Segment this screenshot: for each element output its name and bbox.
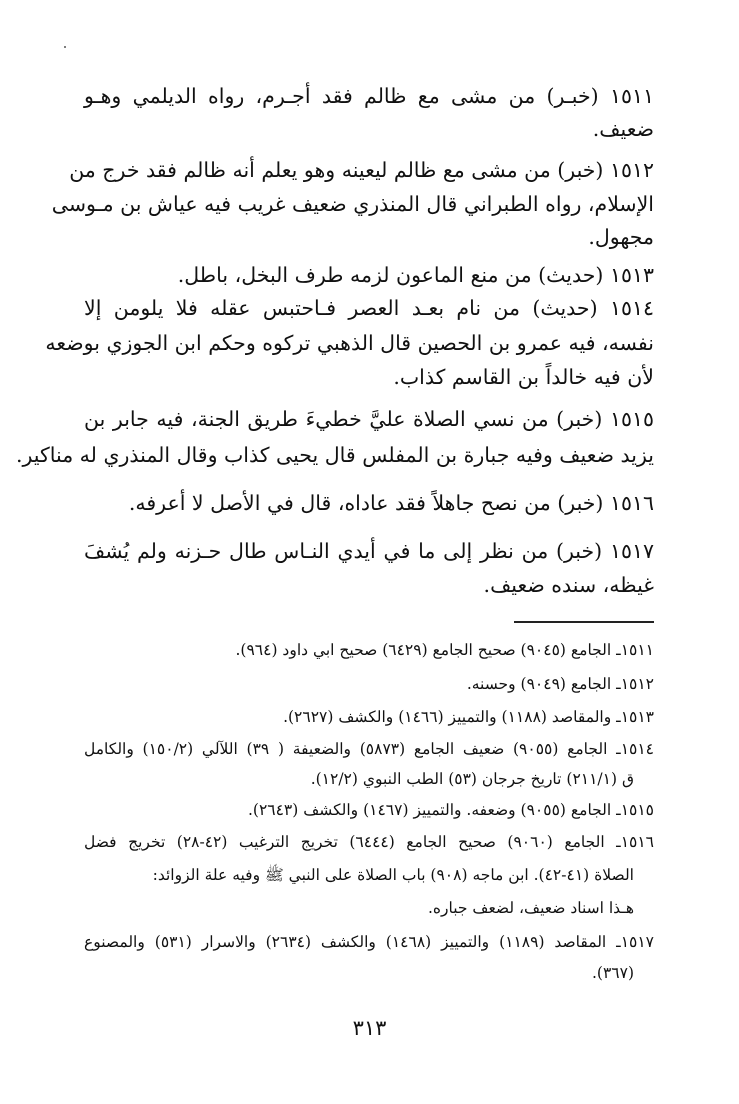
entry-1511-line-1: ١٥١١ (خبـر) من مشى مع ظالم فقد أجـرم، رواه الديلمي وهـو	[84, 84, 654, 108]
entry-1511-line-2: ضعيف.	[592, 117, 654, 141]
entry-1515-line-1: ١٥١٥ (خبر) من نسي الصلاة عليَّ خطيءَ طريق الجنة، فيه جابر بن	[84, 407, 654, 431]
footnote-1517-line-1: ١٥١٧ـ المقاصد (١١٨٩) والتمييز (١٤٦٨) والكشف (٢٦٣٤) والاسرار (٥٣١) والمصنوع	[84, 933, 654, 951]
entry-1516-line-1: ١٥١٦ (خبر) من نصح جاهلاً فقد عاداه، قال في الأصل لا أعرفه.	[128, 491, 654, 515]
entry-1514-line-3: لأن فيه خالداً بن القاسم كذاب.	[393, 365, 654, 389]
page-number: ٣١٣	[352, 1016, 387, 1040]
footnote-1517-line-2: (٣٦٧).	[591, 964, 634, 982]
entry-1517-line-1: ١٥١٧ (خبر) من نظر إلى ما في أيدي النـاس طال حـزنه ولم يُشفَ	[84, 539, 654, 563]
footnote-1511: ١٥١١ـ الجامع (٩٠٤٥) صحيح الجامع (٦٤٢٩) صحيح ابي داود (٩٦٤).	[235, 641, 654, 659]
entry-1513-line-1: ١٥١٣ (حديث) من منع الماعون لزمه طرف البخل، باطل.	[177, 263, 654, 287]
footnote-1516-line-2: الصلاة (٤١-٤٢). ابن ماجه (٩٠٨) باب الصلاة على النبي ﷺ وفيه علة الزوائد:	[152, 866, 634, 884]
page-speck	[64, 46, 66, 48]
entry-1514-line-2: نفسه، فيه عمرو بن الحصين قال الذهبي تركوه وحكم ابن الجوزي بوضعه	[45, 331, 654, 355]
entry-1512-line-2: الإسلام، رواه الطبراني قال المنذري ضعيف غريب فيه عياش بن مـوسى	[51, 192, 654, 216]
footnote-divider	[514, 621, 654, 623]
footnote-1513: ١٥١٣ـ والمقاصد (١١٨٨) والتمييز (١٤٦٦) والكشف (٢٦٢٧).	[283, 708, 654, 726]
footnote-1512: ١٥١٢ـ الجامع (٩٠٤٩) وحسنه.	[466, 675, 654, 693]
entry-1512-line-1: ١٥١٢ (خبر) من مشى مع ظالم ليعينه وهو يعلم أنه ظالم فقد خرج من	[69, 158, 654, 182]
footnote-1514-line-1: ١٥١٤ـ الجامع (٩٠٥٥) ضعيف الجامع (٥٨٧٣) والضعيفة ( ٣٩) اللآلي (١٥٠/٢) والكامل	[84, 740, 655, 758]
footnote-1516-line-3: هـذا اسناد ضعيف، لضعف جباره.	[427, 899, 634, 917]
entry-1515-line-2: يزيد ضعيف وفيه جبارة بن المفلس قال يحيى كذاب وقال المنذري له مناكير.	[15, 443, 654, 467]
footnote-1514-line-2: ق (٢١١/١) تاريخ جرجان (٥٣) الطب النبوي (١٢/٢).	[310, 770, 634, 788]
footnote-1515: ١٥١٥ـ الجامع (٩٠٥٥) وضعفه. والتمييز (١٤٦٧) والكشف (٢٦٤٣).	[247, 801, 654, 819]
footnote-1516-line-1: ١٥١٦ـ الجامع (٩٠٦٠) صحيح الجامع (٦٤٤٤) تخريج الترغيب (٤٢-٢٨) تخريج فضل	[84, 833, 654, 851]
entry-1514-line-1: ١٥١٤ (حديث) من نام بعـد العصر فـاحتبس عقله فلا يلومن إلا	[84, 296, 654, 320]
entry-1517-line-2: غيظه، سنده ضعيف.	[483, 573, 654, 597]
entry-1512-line-3: مجهول.	[588, 225, 654, 249]
